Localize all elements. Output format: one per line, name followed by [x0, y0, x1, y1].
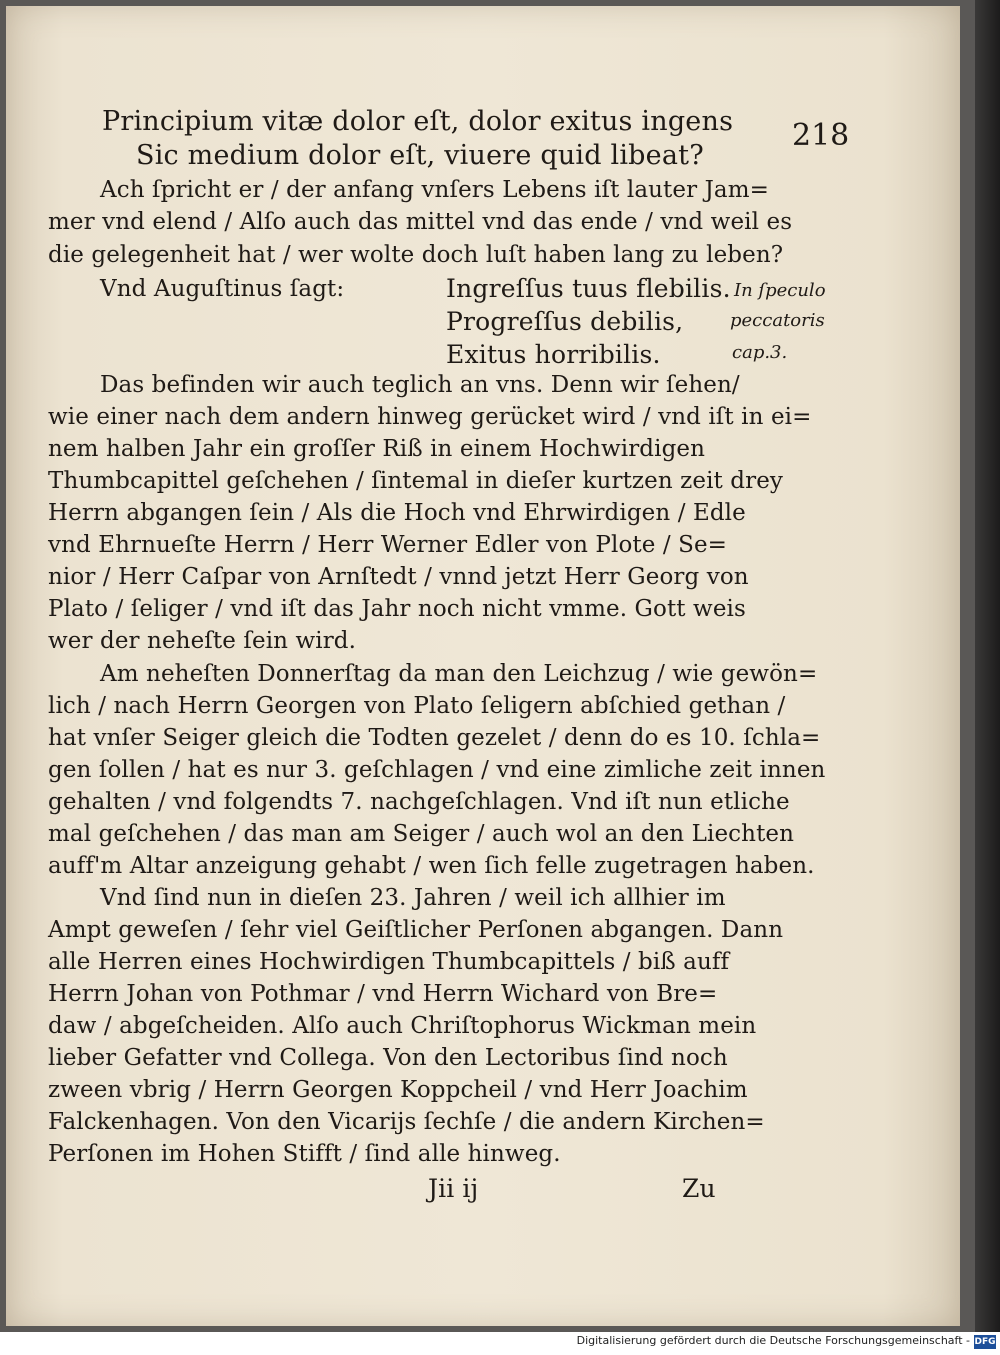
augustinus-intro: Vnd Auguſtinus ſagt:	[100, 276, 345, 302]
text-line: mal geſchehen / das man am Seiger / auch wol an den Liechten	[48, 821, 795, 847]
text-line: auff'm Altar anzeigung gehabt / wen ſich felle zugetragen haben.	[48, 853, 815, 879]
text-line: gen ſollen / hat es nur 3. geſchlagen / vnd eine zimliche zeit innen	[48, 757, 826, 783]
text-line: Ach ſpricht er / der anfang vnſers Lebens iſt lauter Jam=	[100, 177, 770, 203]
text-line: die gelegenheit hat / wer wolte doch luſt haben lang zu leben?	[48, 242, 784, 268]
text-line: Vnd ſind nun in dieſen 23. Jahren / weil ich allhier im	[100, 885, 726, 911]
text-line: hat vnſer Seiger gleich die Todten gezelet / denn do es 10. ſchla=	[48, 725, 821, 751]
book-spine-edge	[975, 0, 1000, 1332]
marginal-note-line-3: cap.3.	[732, 342, 788, 363]
quote-line-2: Progreſſus debilis,	[446, 307, 684, 336]
text-line: Am neheſten Donnerſtag da man den Leichzug / wie gewön=	[100, 661, 818, 687]
quote-line-3: Exitus horribilis.	[446, 340, 661, 369]
text-line: gehalten / vnd folgendts 7. nachgeſchlagen. Vnd iſt nun etliche	[48, 789, 790, 815]
page-number: 218	[792, 118, 850, 153]
text-line: vnd Ehrnueſte Herrn / Herr Werner Edler von Plote / Se=	[48, 532, 728, 558]
text-line: wie einer nach dem andern hinweg gerücket wird / vnd iſt in ei=	[48, 404, 812, 430]
text-line: Falckenhagen. Von den Vicarijs ſechſe / die andern Kirchen=	[48, 1109, 765, 1135]
text-line: Plato / ſeliger / vnd iſt das Jahr noch nicht vmme. Gott weis	[48, 596, 746, 622]
quote-line-1: Ingreſſus tuus flebilis.	[446, 274, 731, 303]
signature-mark: Jii ij	[428, 1174, 479, 1203]
marginal-note-line-2: peccatoris	[730, 310, 825, 331]
text-line: nem halben Jahr ein groſſer Riß in einem Hochwirdigen	[48, 436, 706, 462]
text-line: lieber Gefatter vnd Collega. Von den Lectoribus ſind noch	[48, 1045, 728, 1071]
book-page	[6, 6, 960, 1326]
text-line: zween vbrig / Herrn Georgen Koppcheil / vnd Herr Joachim	[48, 1077, 748, 1103]
text-line: alle Herren eines Hochwirdigen Thumbcapittels / biß auff	[48, 949, 730, 975]
text-line: Thumbcapittel geſchehen / ſintemal in dieſer kurtzen zeit drey	[48, 468, 784, 494]
text-line: wer der neheſte ſein wird.	[48, 628, 357, 654]
dfg-logo: DFG	[974, 1337, 996, 1347]
text-line: daw / abgeſcheiden. Alſo auch Chriſtophorus Wickman mein	[48, 1013, 757, 1039]
verse-line-1: Principium vitæ dolor eſt, dolor exitus ingens	[102, 106, 734, 137]
marginal-note-line-1: In ſpeculo	[734, 280, 826, 301]
text-line: Ampt geweſen / ſehr viel Geiſtlicher Perſonen abgangen. Dann	[48, 917, 784, 943]
text-line: lich / nach Herrn Georgen von Plato ſeligern abſchied gethan /	[48, 693, 786, 719]
text-line: Herrn abgangen ſein / Als die Hoch vnd Ehrwirdigen / Edle	[48, 500, 746, 526]
text-line: mer vnd elend / Alſo auch das mittel vnd das ende / vnd weil es	[48, 209, 793, 235]
text-line: nior / Herr Caſpar von Arnſtedt / vnnd jetzt Herr Georg von	[48, 564, 749, 590]
catchword: Zu	[682, 1174, 716, 1203]
text-line: Herrn Johan von Pothmar / vnd Herrn Wichard von Bre=	[48, 981, 718, 1007]
text-line: Perſonen im Hohen Stifft / ſind alle hinweg.	[48, 1141, 561, 1167]
funding-credit: Digitalisierung gefördert durch die Deutsche Forschungsgemeinschaft -	[576, 1334, 970, 1347]
verse-line-2: Sic medium dolor eſt, viuere quid libeat?	[136, 140, 704, 171]
text-line: Das befinden wir auch teglich an vns. Denn wir ſehen/	[100, 372, 740, 398]
